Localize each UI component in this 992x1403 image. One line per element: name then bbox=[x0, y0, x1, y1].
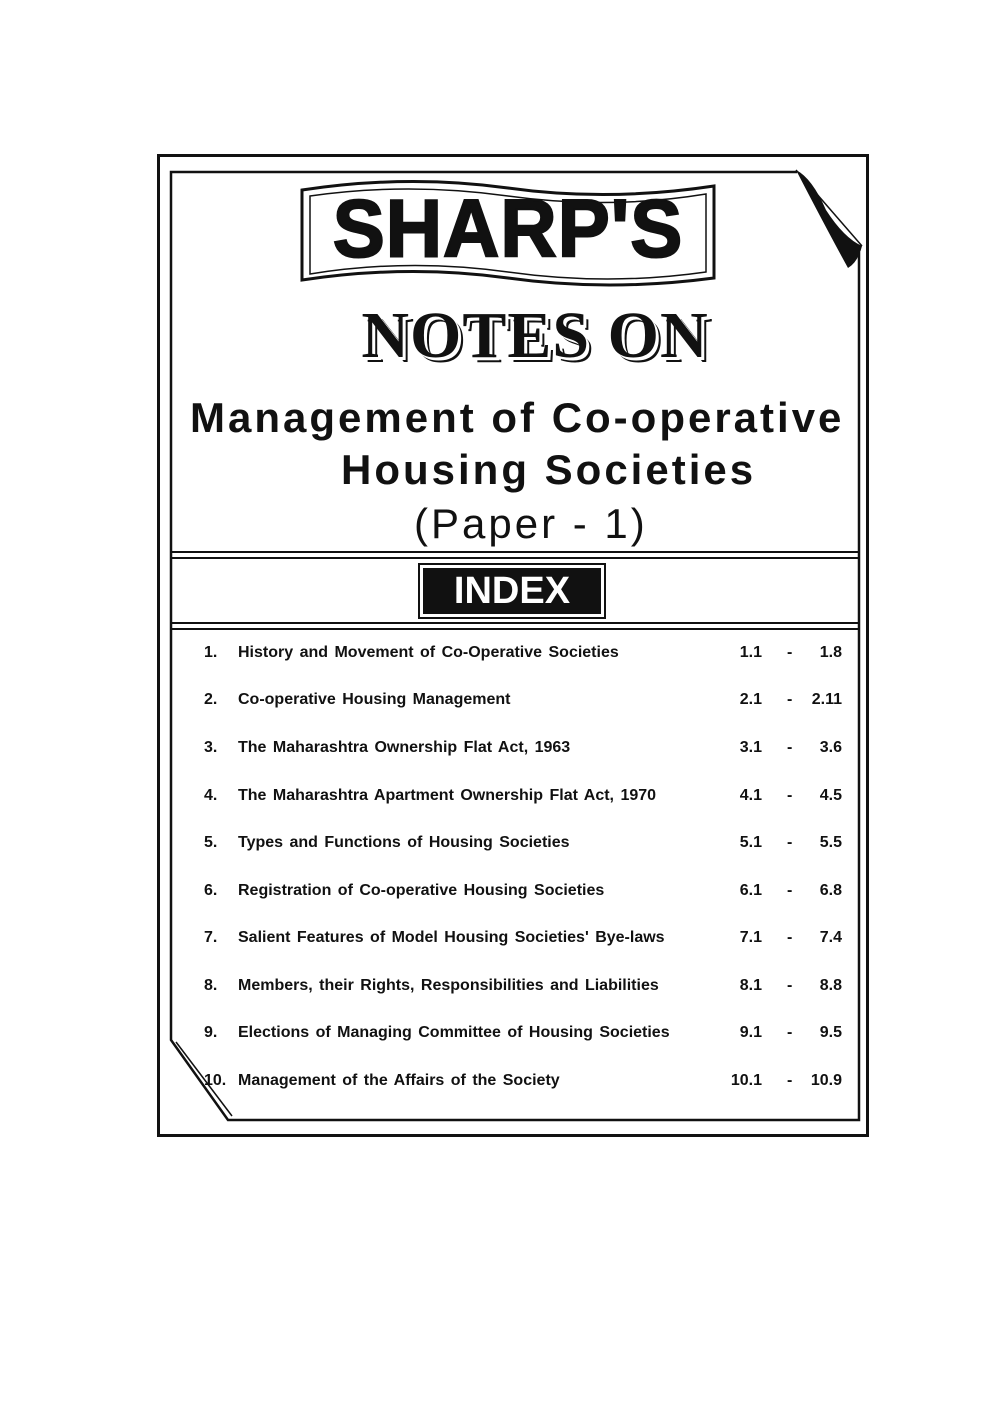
toc-page-end: 10.9 bbox=[810, 1072, 842, 1089]
toc-page-end: 7.4 bbox=[819, 929, 842, 946]
toc-row bbox=[0, 1021, 992, 1045]
toc-page-start: 6.1 bbox=[739, 882, 762, 899]
toc-separator: - bbox=[787, 977, 793, 994]
toc-row bbox=[0, 641, 992, 665]
toc-row bbox=[0, 688, 992, 712]
toc-row bbox=[0, 879, 992, 903]
toc-page-start: 5.1 bbox=[739, 834, 762, 851]
toc-page-start: 7.1 bbox=[739, 929, 762, 946]
brand-logo: SHARP'S bbox=[332, 181, 684, 275]
toc-number: 6. bbox=[204, 882, 218, 899]
toc-number: 10. bbox=[204, 1072, 227, 1089]
index-heading: INDEX bbox=[423, 568, 601, 614]
toc-row bbox=[0, 974, 992, 998]
toc-row bbox=[0, 784, 992, 808]
toc-title: Co-operative Housing Management bbox=[238, 691, 511, 708]
toc-title: History and Movement of Co-Operative Societies bbox=[238, 644, 619, 661]
toc-separator: - bbox=[787, 739, 793, 756]
toc-page-start: 1.1 bbox=[739, 644, 762, 661]
toc-separator: - bbox=[787, 691, 793, 708]
toc-page-start: 2.1 bbox=[739, 691, 762, 708]
toc-title: The Maharashtra Ownership Flat Act, 1963 bbox=[238, 739, 571, 756]
toc-number: 7. bbox=[204, 929, 218, 946]
toc-title: Types and Functions of Housing Societies bbox=[238, 834, 570, 851]
toc-separator: - bbox=[787, 834, 793, 851]
toc-page-end: 5.5 bbox=[819, 834, 842, 851]
toc-row bbox=[0, 736, 992, 760]
toc-page-end: 8.8 bbox=[819, 977, 842, 994]
toc-page-end: 1.8 bbox=[819, 644, 842, 661]
toc-title: Management of the Affairs of the Society bbox=[238, 1072, 560, 1089]
toc-page-end: 9.5 bbox=[819, 1024, 842, 1041]
toc-number: 4. bbox=[204, 787, 218, 804]
toc-separator: - bbox=[787, 787, 793, 804]
divider-rule bbox=[171, 557, 859, 559]
toc-separator: - bbox=[787, 644, 793, 661]
toc-title: Registration of Co-operative Housing Societies bbox=[238, 882, 605, 899]
toc-page-start: 10.1 bbox=[730, 1072, 762, 1089]
toc-title: Salient Features of Model Housing Societies' Bye-laws bbox=[238, 929, 665, 946]
toc-page-end: 2.11 bbox=[811, 691, 842, 708]
divider-rule bbox=[171, 622, 859, 624]
toc-number: 3. bbox=[204, 739, 218, 756]
toc-row bbox=[0, 1069, 992, 1093]
divider-rule bbox=[171, 551, 859, 553]
toc-page-end: 6.8 bbox=[819, 882, 842, 899]
paper-label: (Paper - 1) bbox=[414, 500, 648, 547]
toc-page-start: 3.1 bbox=[739, 739, 762, 756]
toc-number: 5. bbox=[204, 834, 218, 851]
toc-page-end: 3.6 bbox=[819, 739, 842, 756]
book-title-line-1: Management of Co-operative bbox=[190, 394, 845, 441]
toc-row bbox=[0, 831, 992, 855]
toc-page-start: 9.1 bbox=[739, 1024, 762, 1041]
book-title-line-2: Housing Societies bbox=[341, 446, 757, 493]
toc-number: 1. bbox=[204, 644, 218, 661]
toc-title: Elections of Managing Committee of Housing Societies bbox=[238, 1024, 670, 1041]
toc-separator: - bbox=[787, 882, 793, 899]
toc-title: The Maharashtra Apartment Ownership Flat Act, 1970 bbox=[238, 787, 657, 804]
index-heading-box bbox=[418, 563, 606, 619]
notes-on-heading: NOTES ON bbox=[361, 299, 709, 372]
toc-separator: - bbox=[787, 1072, 793, 1089]
page-curl-icon bbox=[796, 170, 862, 268]
toc-row bbox=[0, 926, 992, 950]
divider-rule bbox=[171, 628, 859, 630]
toc-number: 9. bbox=[204, 1024, 218, 1041]
toc-page-end: 4.5 bbox=[819, 787, 842, 804]
toc-page-start: 4.1 bbox=[739, 787, 762, 804]
toc-number: 8. bbox=[204, 977, 218, 994]
toc-separator: - bbox=[787, 1024, 793, 1041]
toc-title: Members, their Rights, Responsibilities and Liabilities bbox=[238, 977, 659, 994]
toc-page-start: 8.1 bbox=[739, 977, 762, 994]
toc-separator: - bbox=[787, 929, 793, 946]
toc-number: 2. bbox=[204, 691, 218, 708]
